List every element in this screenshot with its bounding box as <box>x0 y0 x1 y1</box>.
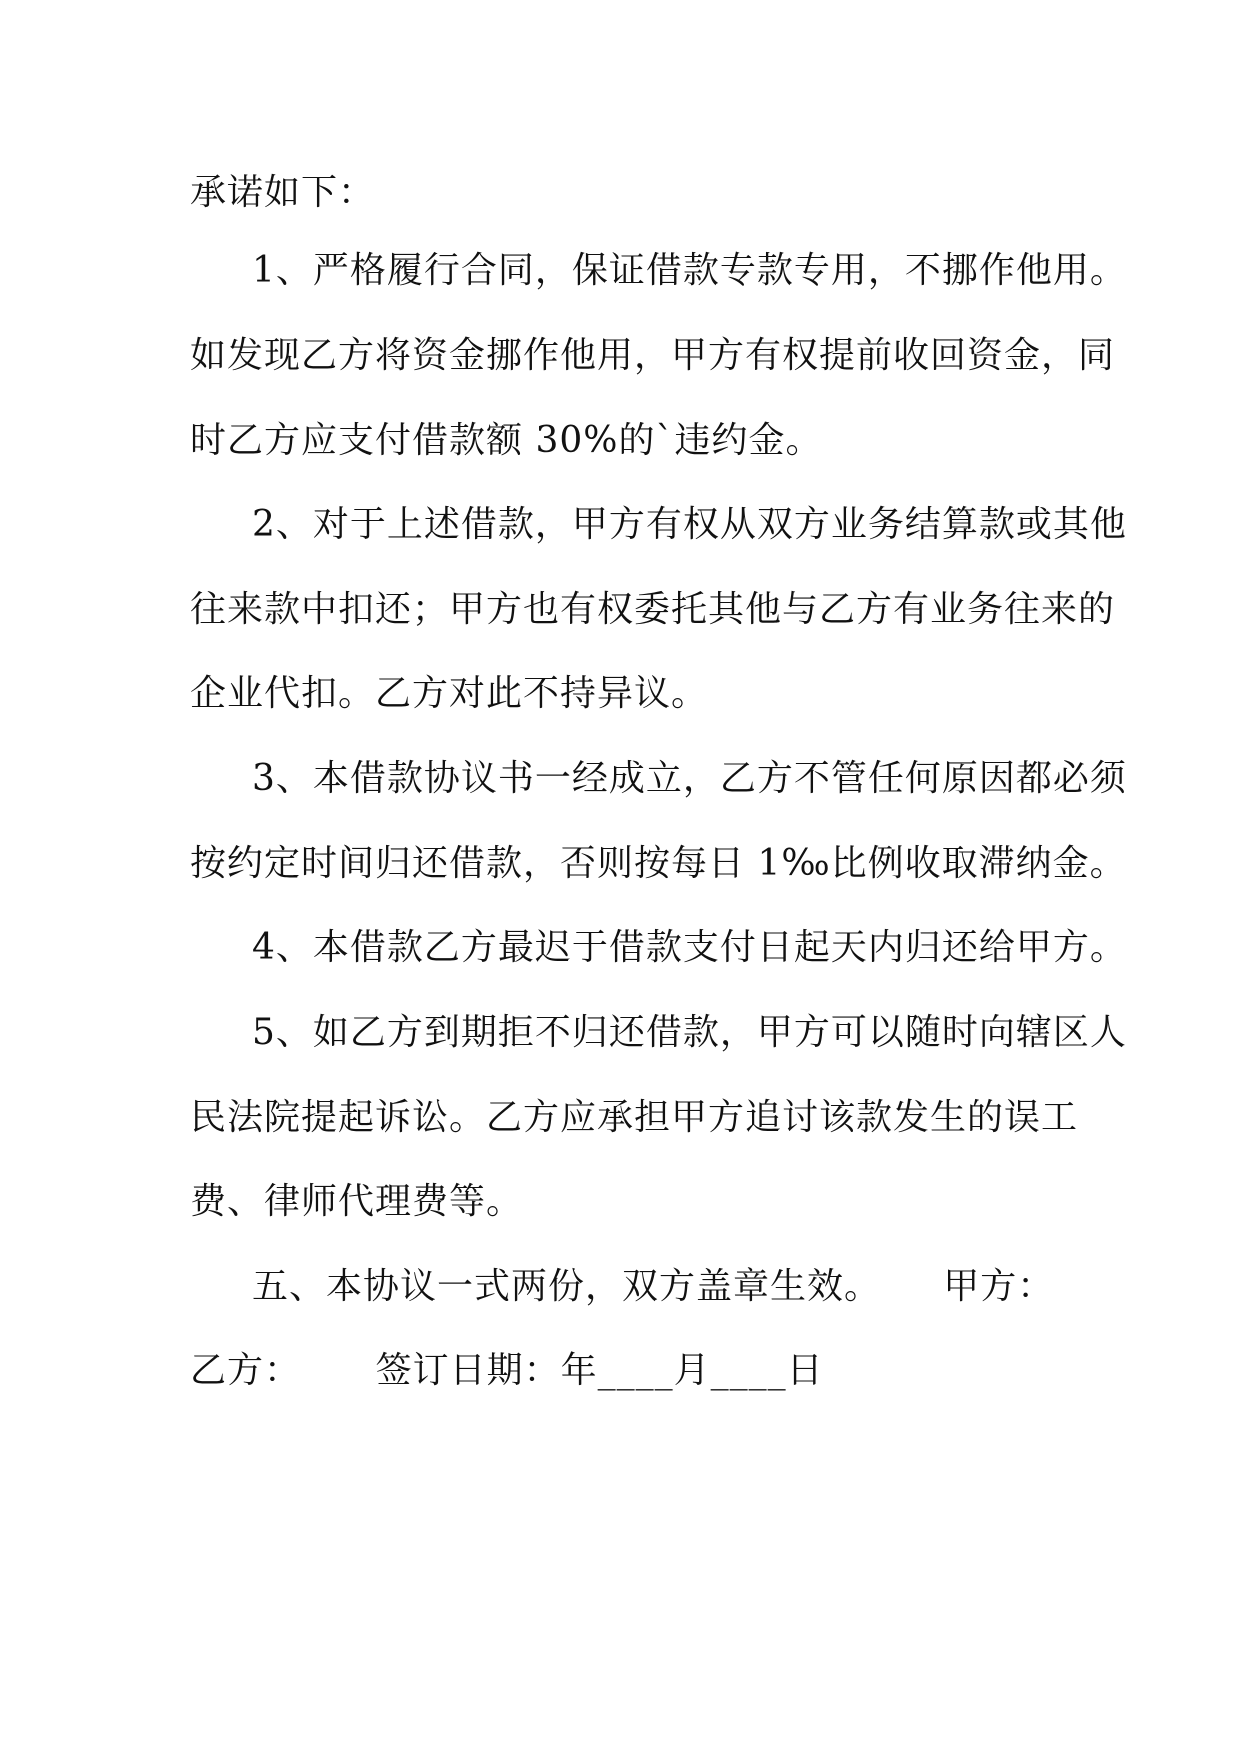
clause-1-line-1: 1、严格履行合同，保证借款专款专用，不挪作他用。 <box>252 250 1127 291</box>
section-five-line: 五、本协议一式两份，双方盖章生效。 甲方： <box>252 1266 1055 1307</box>
clause-5-line-2: 民法院提起诉讼。乙方应承担甲方追讨该款发生的误工 <box>190 1097 1079 1138</box>
clause-1-line-2: 如发现乙方将资金挪作他用，甲方有权提前收回资金，同 <box>190 335 1116 376</box>
clause-2-line-1: 2、对于上述借款，甲方有权从双方业务结算款或其他 <box>252 504 1127 545</box>
clause-3-line-1: 3、本借款协议书一经成立，乙方不管任何原因都必须 <box>252 758 1127 799</box>
clause-1-line-3: 时乙方应支付借款额 30%的`违约金。 <box>190 420 823 461</box>
clause-5-line-1: 5、如乙方到期拒不归还借款，甲方可以随时向辖区人 <box>252 1012 1127 1053</box>
clause-5-line-3: 费、律师代理费等。 <box>190 1181 524 1222</box>
clause-4-line-1: 4、本借款乙方最迟于借款支付日起天内归还给甲方。 <box>252 927 1127 968</box>
clause-2-line-3: 企业代扣。乙方对此不持异议。 <box>190 673 709 714</box>
clause-2-line-2: 往来款中扣还；甲方也有权委托其他与乙方有业务往来的 <box>190 589 1116 630</box>
text-line-intro: 承诺如下： <box>190 172 376 213</box>
clause-3-line-2: 按约定时间归还借款，否则按每日 1‰比例收取滞纳金。 <box>190 843 1127 884</box>
signature-date-line: 乙方： 签订日期：年____月____日 <box>190 1350 824 1391</box>
